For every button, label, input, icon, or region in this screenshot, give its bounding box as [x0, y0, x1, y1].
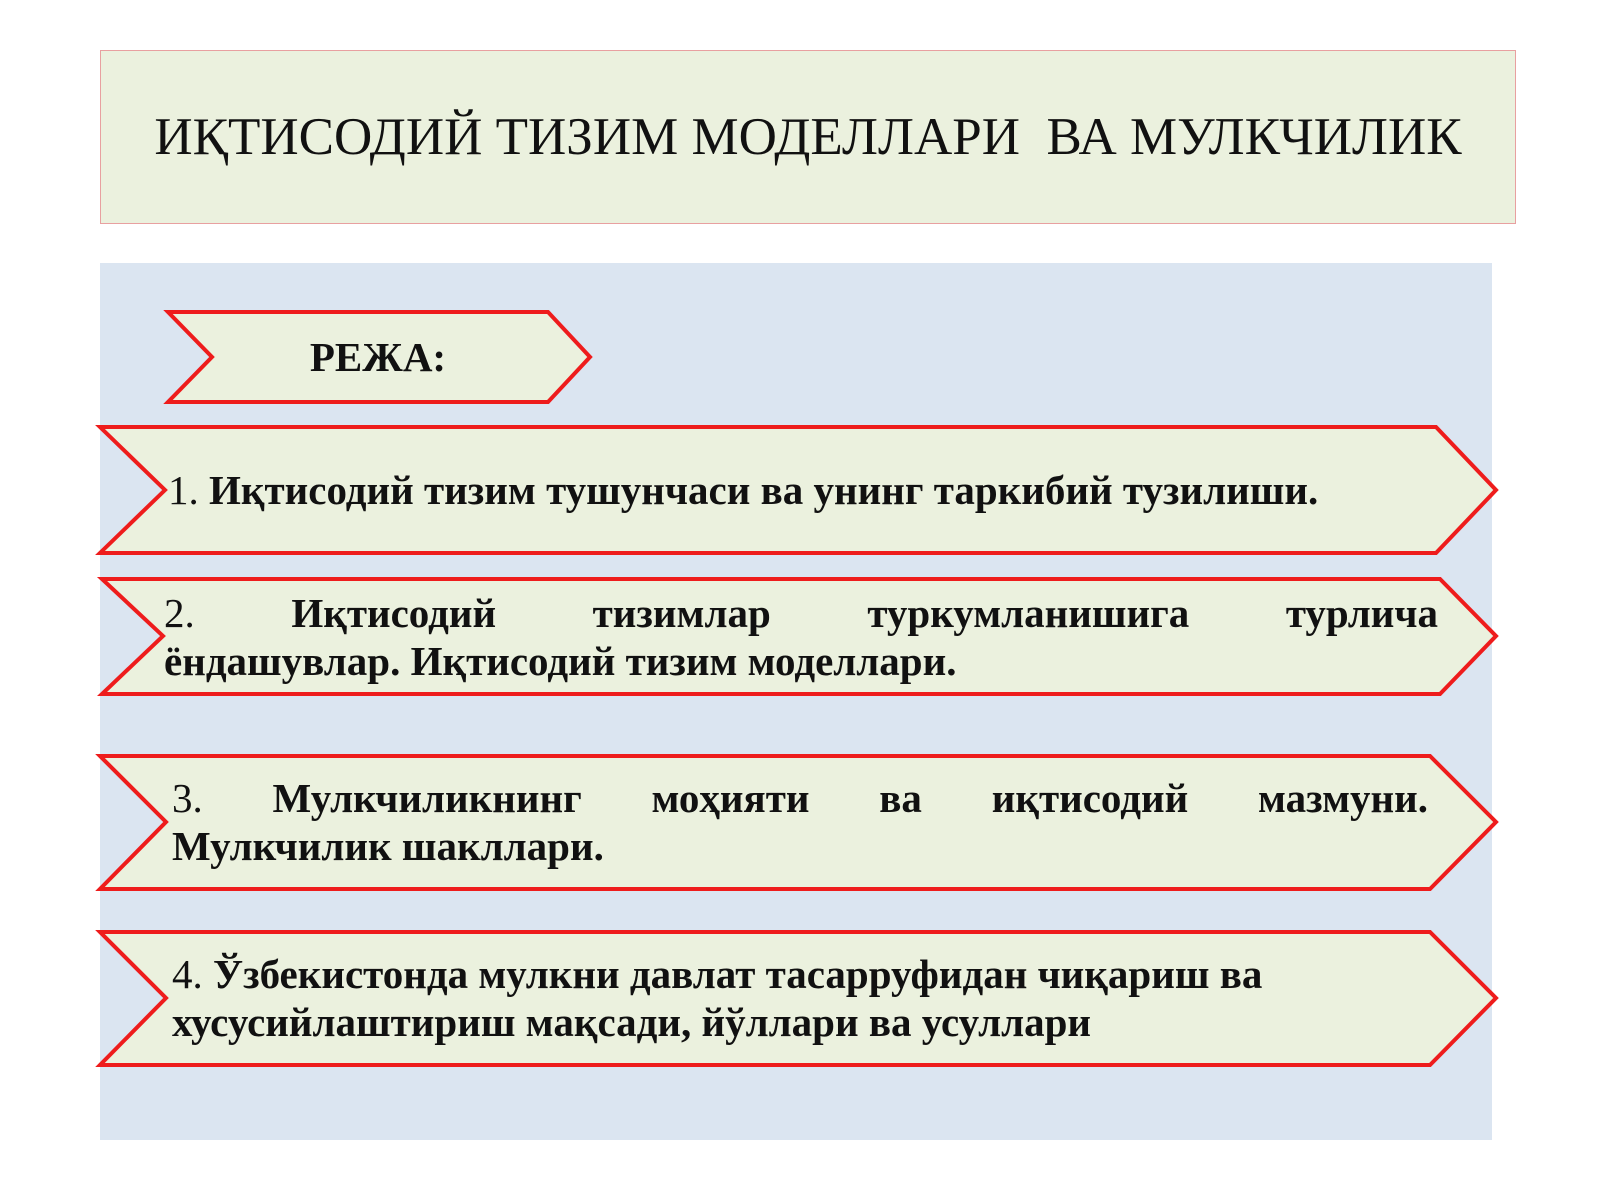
item-3-word: ва — [879, 775, 922, 821]
item-3-word: Мулкчиликнинг — [272, 775, 582, 821]
item-4-number: 4. — [172, 951, 203, 997]
item-2-number: 2. — [164, 590, 195, 636]
item-4-text — [172, 950, 1428, 1046]
item-1-number: 1. — [168, 467, 199, 513]
plan-label: РЕЖА: — [309, 334, 447, 380]
item-3-word: иқтисодий — [991, 775, 1189, 821]
item-2-word: туркумланишига — [867, 590, 1190, 636]
item-4-line-1 — [172, 950, 1428, 998]
item-2-line-2: ёндашувлар. Иқтисодий тизим моделлари. — [164, 638, 957, 684]
item-3-line-2: Мулкчилик шакллари. — [172, 823, 604, 869]
item-2-word: турлича — [1285, 590, 1438, 636]
item-4-line-1-text: Ўзбекистонда мулкни давлат тасарруфидан чиқариш ва — [213, 951, 1263, 997]
item-2-word: Иқтисодий — [291, 590, 497, 636]
page-title: ИҚТИСОДИЙ ТИЗИМ МОДЕЛЛАРИ ВА МУЛКЧИЛИК — [154, 108, 1462, 166]
item-2-word: тизимлар — [592, 590, 771, 636]
item-1-label: Иқтисодий тизим тушунчаси ва унинг таркибий тузилиши. — [209, 467, 1319, 513]
item-3-word: мазмуни. — [1258, 775, 1428, 821]
item-4-line-2: хусусийлаштириш мақсади, йўллари ва усуллари — [172, 999, 1092, 1045]
item-3-number: 3. — [172, 775, 203, 821]
item-3-word: моҳияти — [651, 775, 810, 821]
